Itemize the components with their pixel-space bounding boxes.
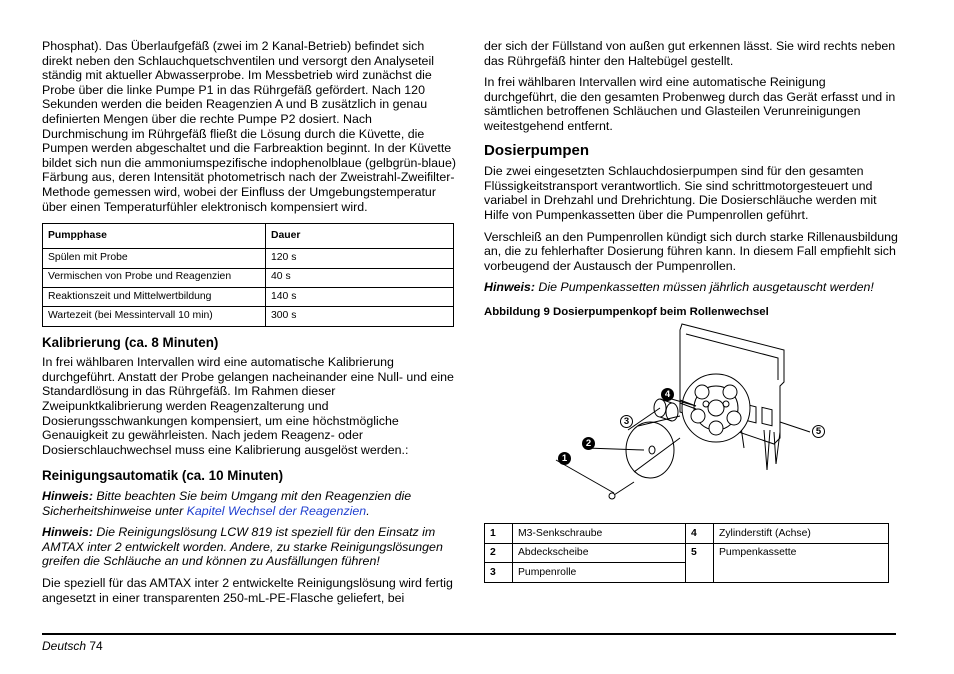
callout-1: 1 <box>558 452 571 465</box>
table-header-phase: Pumpphase <box>43 224 266 249</box>
table-row <box>43 249 454 268</box>
table-cell-duration: 40 s <box>266 268 454 287</box>
legend-text: Pumpenrolle <box>513 563 686 583</box>
figure-legend-table <box>484 523 889 583</box>
pump-head-drawing <box>484 320 898 516</box>
legend-text: Zylinderstift (Achse) <box>714 524 889 544</box>
table-row <box>43 287 454 306</box>
note-safety <box>42 489 456 518</box>
legend-text: Abdeckscheibe <box>513 543 686 563</box>
table-cell-duration: 140 s <box>266 287 454 306</box>
pump-head-figure <box>484 320 898 516</box>
note-label: Hinweis: <box>42 489 93 504</box>
callout-2: 2 <box>582 437 595 450</box>
legend-text: M3-Senkschraube <box>513 524 686 544</box>
pumps-heading: Dosierpumpen <box>484 141 590 159</box>
note-end: . <box>366 503 370 518</box>
note-text: Die Reinigungslösung LCW 819 ist speziell für den Einsatz im AMTAX inter 2 entwickelt worden. Andere, zu starke Reinigungslösungen greifen die Schläuche an und können zu Ausfällungen führen! <box>42 525 443 569</box>
callout-5: 5 <box>812 425 825 438</box>
note-text: Bitte beachten Sie beim Umgang mit den Reagenzien die Sicherheitshinweise unter <box>42 489 412 518</box>
legend-num: 4 <box>686 524 714 544</box>
continued-paragraph: der sich der Füllstand von außen gut erkennen lässt. Sie wird rechts neben das Rührgefäß hinter den Haltebügel gestellt. <box>484 39 896 68</box>
right-column <box>484 39 898 516</box>
page-footer <box>42 639 103 653</box>
footer-language: Deutsch <box>42 639 87 653</box>
calibration-heading: Kalibrierung (ca. 8 Minuten) <box>42 334 219 350</box>
legend-num: 2 <box>485 543 513 563</box>
table-cell-duration: 300 s <box>266 307 454 326</box>
table-cell-phase: Spülen mit Probe <box>43 249 266 268</box>
table-header-duration: Dauer <box>266 224 454 249</box>
pumps-paragraph-2: Verschleiß an den Pumpenrollen kündigt sich durch starke Rillenausbildung an, die zu fehlerhafter Dosierung führen kann. In diesem Fall empfiehlt sich vorbeugend der Austausch der Pumpenrollen. <box>484 229 898 273</box>
legend-num: 3 <box>485 563 513 583</box>
reagent-chapter-link[interactable]: Kapitel Wechsel der Reagenzien <box>186 503 367 518</box>
legend-num: 1 <box>485 524 513 544</box>
note-text: Die Pumpenkassetten müssen jährlich ausgetauscht werden! <box>534 280 874 295</box>
footer-rule <box>42 633 896 635</box>
table-row <box>43 307 454 326</box>
table-cell-phase: Vermischen von Probe und Reagenzien <box>43 268 266 287</box>
legend-text: Pumpenkassette <box>714 543 889 582</box>
table-header-row <box>43 224 454 249</box>
legend-row <box>485 524 889 544</box>
note-cleaning-solution <box>42 525 456 569</box>
figure-caption: Abbildung 9 Dosierpumpenkopf beim Rollenwechsel <box>484 305 769 318</box>
footer-page-number: 74 <box>89 639 103 653</box>
table-cell-phase: Reaktionszeit und Mittelwertbildung <box>43 287 266 306</box>
left-column <box>42 39 456 612</box>
cleaning-heading: Reinigungsautomatik (ca. 10 Minuten) <box>42 468 284 484</box>
cleaning-interval-paragraph: In frei wählbaren Intervallen wird eine automatische Reinigung durchgeführt, die den gesamten Probenweg durch das Gerät erfasst und in sämtlichen betroffenen Schläuchen und Glasteilen Verunreinigungen weitestgehend entfernt. <box>484 75 896 133</box>
table-cell-phase: Wartezeit (bei Messintervall 10 min) <box>43 307 266 326</box>
table-cell-duration: 120 s <box>266 249 454 268</box>
calibration-paragraph: In frei wählbaren Intervallen wird eine automatische Kalibrierung durchgeführt. Anstatt der Probe gelangen nacheinander eine Null- und eine Standardlösung in das Rührgefäß. Im Rahmen dieser Zweipunktkalibrierung werden Reagenzalterung und Dosierungsschwankungen kompensiert, um eine höchstmögliche Genauigkeit zu gewährleisten. Nach jedem Reagenz- oder Dosierschlauchwechsel muss eine Kalibrierung ausgelöst werden.: <box>42 355 454 457</box>
pumps-paragraph-1: Die zwei eingesetzten Schlauchdosierpumpen sind für den gesamten Flüssigkeitstransport verantwortlich. Sie sind schrittmotorgesteuert und variabel in Drehzahl und Drehrichtung. Die Dosierschläuche werden mit Hilfe von Pumpenkassetten über die Pumpenrollen geführt. <box>484 164 877 222</box>
table-row <box>43 268 454 287</box>
intro-paragraph: Phosphat). Das Überlaufgefäß (zwei im 2 Kanal-Betrieb) befindet sich direkt neben den Schlauchquetschventilen und versorgt den Analyseteil ständig mit aktueller Abwasserprobe. Im Messbetrieb wird zunächst die Probe über die linke Pumpe P1 in das Rührgefäß gefördert. Nach 120 Sekunden werden die beiden Reagenzien A und B zusätzlich in genau definierten Mengen über die rechte Pumpe P2 dosiert. Nach Durchmischung im Rührgefäß fließt die Lösung durch die Küvette, die Pumpen werden abgeschaltet und die Farbreaktion beginnt. In der Küvette bildet sich nun die ammoniumspezifische indophenolblaue (gelbgrün-blaue) Färbung aus, deren Intensität photometrisch nach der Zweistrahl-Zweifilter-Methode gemessen wird, wobei der Einfluss der Umgebungstemperatur über einen Temperaturfühler elektronisch kompensiert wird. <box>42 39 456 214</box>
note-cassette <box>484 280 898 295</box>
note-label: Hinweis: <box>484 280 535 295</box>
cleaning-paragraph: Die speziell für das AMTAX inter 2 entwickelte Reinigungslösung wird fertig angesetzt in einer transparenten 250-mL-PE-Flasche geliefert, bei <box>42 576 453 605</box>
callout-3: 3 <box>620 415 633 428</box>
note-label: Hinweis: <box>42 525 93 540</box>
legend-num: 5 <box>686 543 714 582</box>
callout-4: 4 <box>661 388 674 401</box>
pump-phase-table <box>42 223 454 327</box>
legend-row <box>485 543 889 563</box>
